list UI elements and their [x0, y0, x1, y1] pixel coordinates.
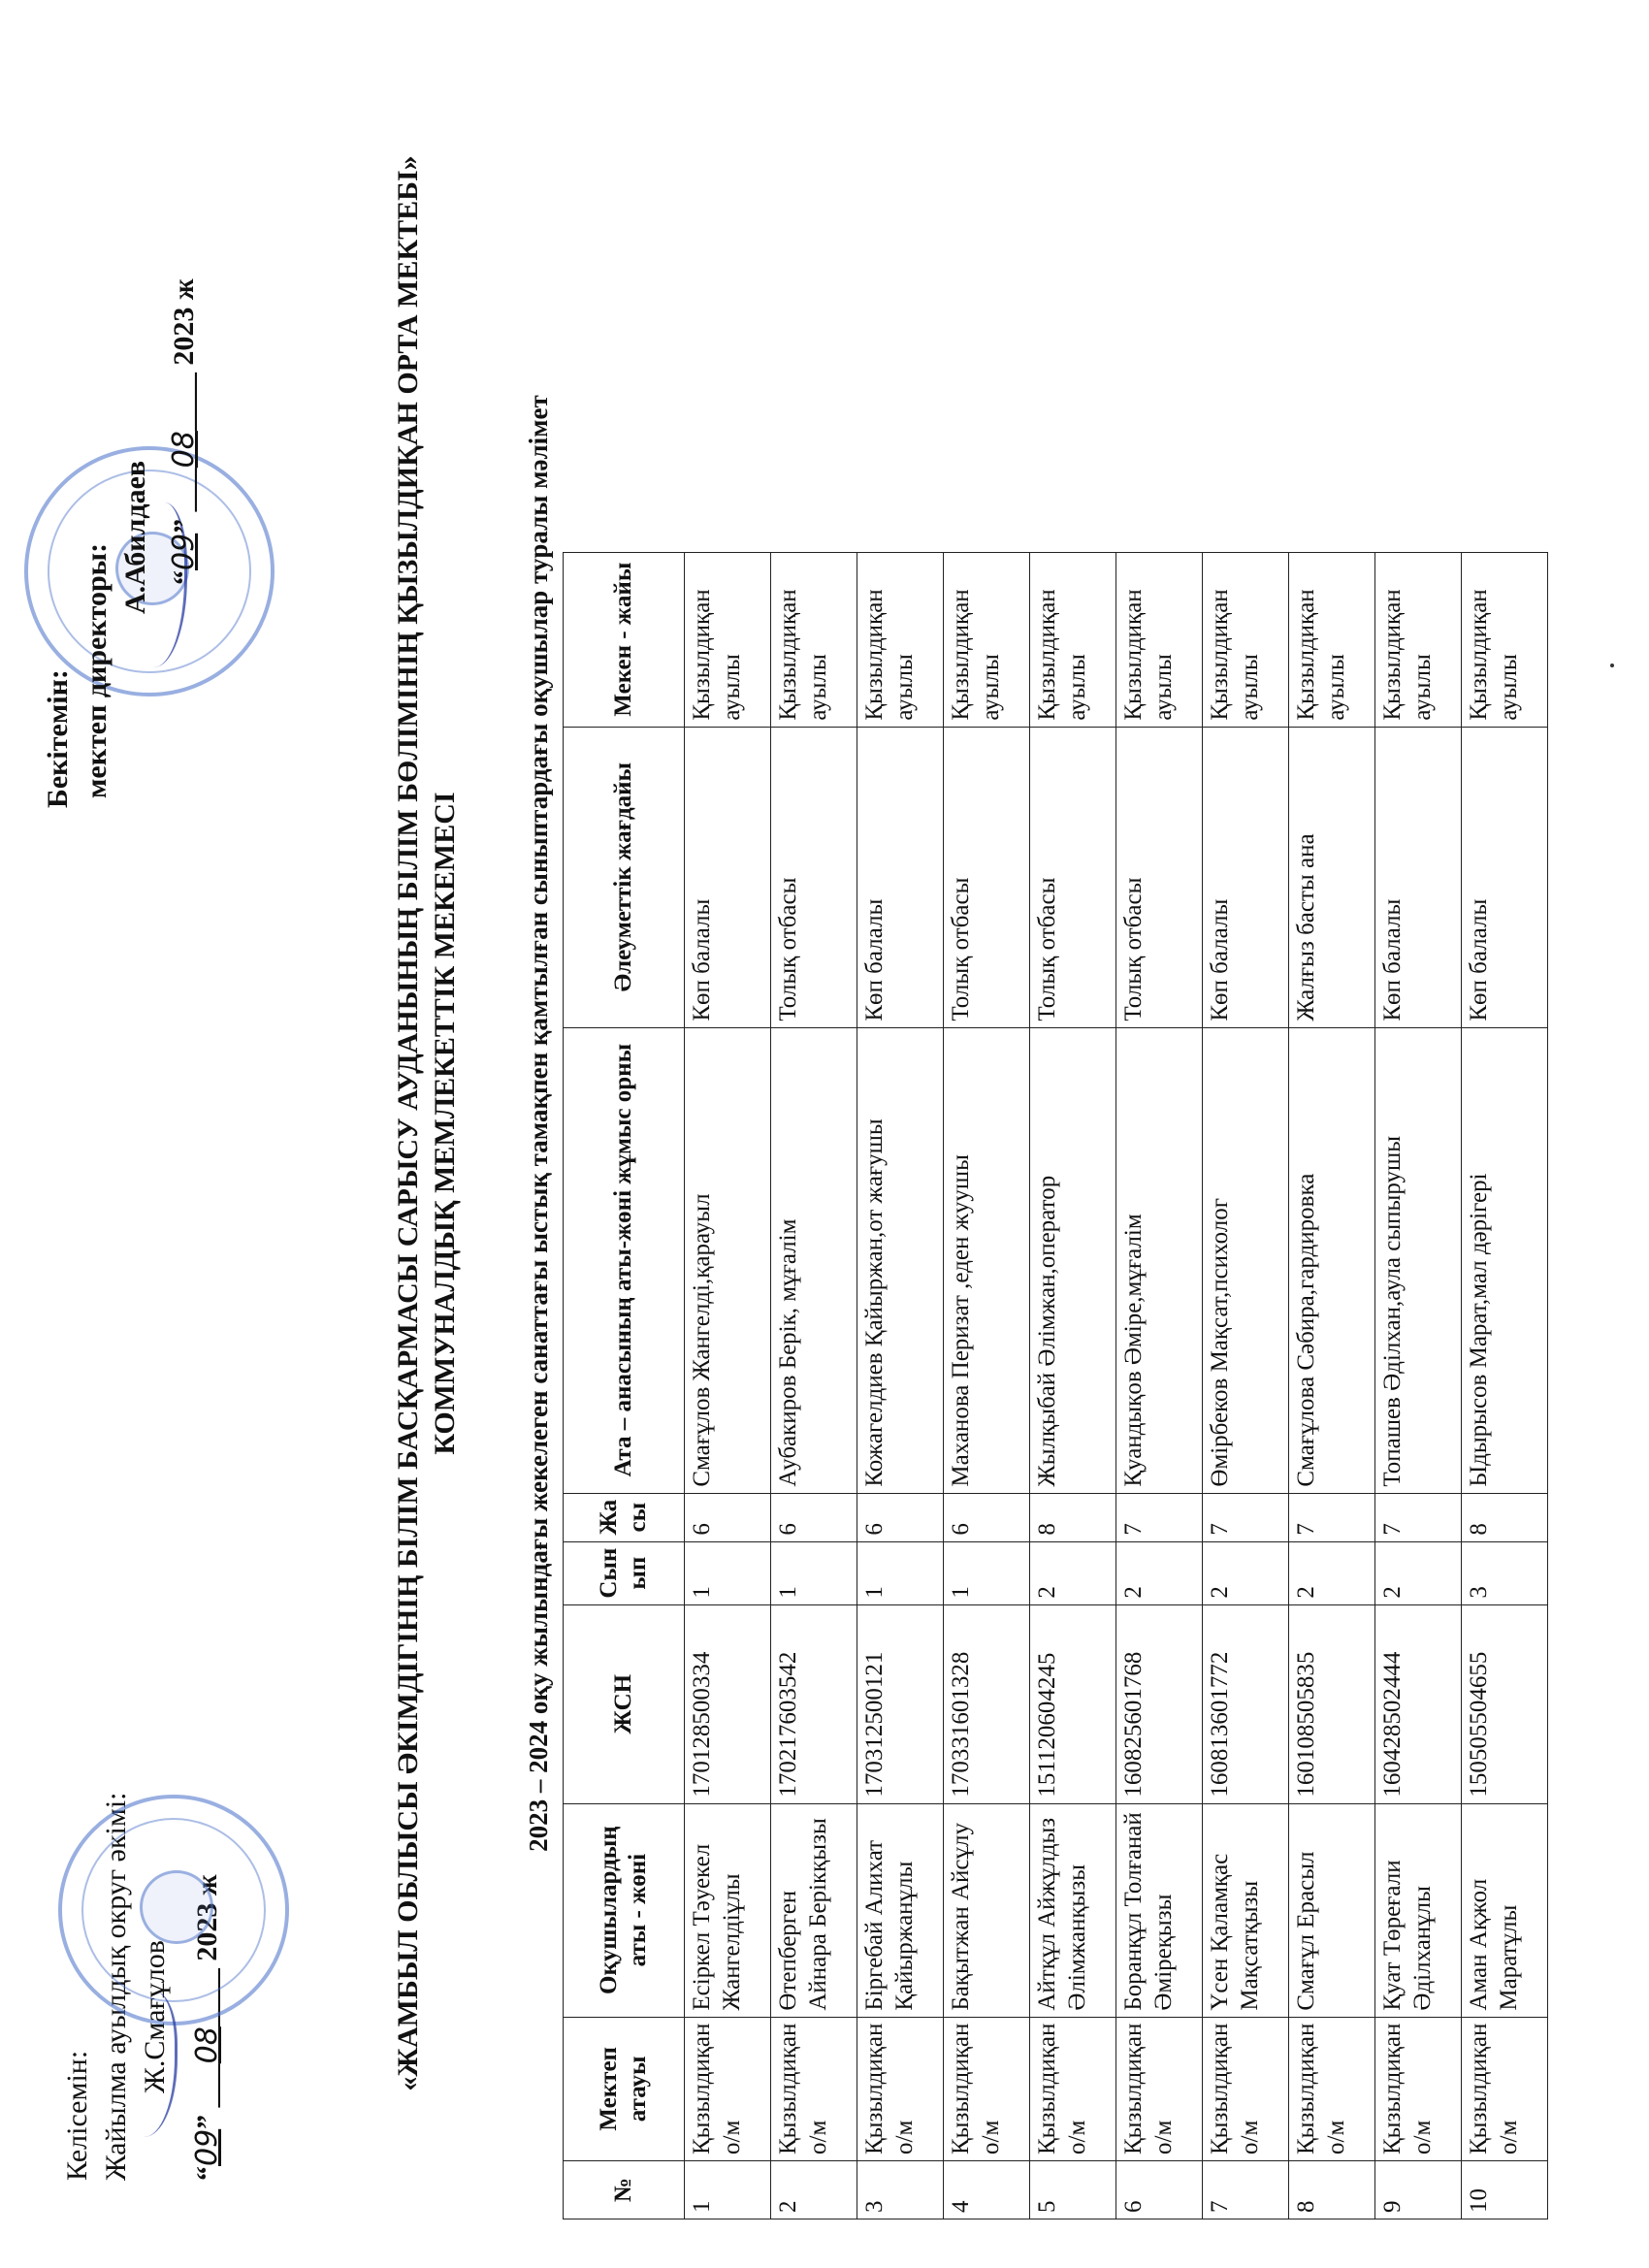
- cell-student-name: Бақытжан Айсұлу: [944, 1803, 1030, 2017]
- cell-iin: 160108505835: [1289, 1604, 1375, 1803]
- cell-iin: 170312500121: [857, 1604, 944, 1803]
- cell-age: 7: [1203, 1493, 1289, 1541]
- table-row: [1462, 552, 1548, 2219]
- cell-school: Қызылдиқан о/м: [1030, 2017, 1116, 2160]
- cell-student-name: Қуат Төреғали Әділханұлы: [1375, 1803, 1462, 2017]
- cell-address: Қызылдиқан ауылы: [1289, 552, 1375, 727]
- header-number: №: [564, 2161, 685, 2219]
- cell-age: 7: [1289, 1493, 1375, 1541]
- cell-student-name: Айтқұл Айжұлдыз Әлімжанқызы: [1030, 1803, 1116, 2017]
- approval-date-year: 2023 ж: [168, 278, 200, 366]
- cell-parent: Смағұлов Жангелді,қарауыл: [685, 1027, 771, 1493]
- cell-number: 5: [1030, 2161, 1116, 2219]
- document-subtitle: 2023 – 2024 оқу жылындағы жекелеген санаттағы ыстық тамақпен қамтылған сыныптардағы оқушылар туралы мәлімет: [524, 395, 553, 1852]
- table-row: [685, 552, 771, 2219]
- agreement-date-year: 2023 ж: [191, 1874, 223, 1961]
- table-row: [771, 552, 857, 2219]
- cell-student-name: Біргебай Алихат Қайыржанұлы: [857, 1803, 944, 2017]
- cell-number: 2: [771, 2161, 857, 2219]
- cell-school: Қызылдиқан о/м: [1375, 2017, 1462, 2160]
- students-table: [563, 552, 1548, 2219]
- cell-address: Қызылдиқан ауылы: [857, 552, 944, 727]
- cell-iin: 160813601772: [1203, 1604, 1289, 1803]
- header-parent: Ата – анасының аты-жөні жұмыс орны: [564, 1027, 685, 1493]
- table-row: [1375, 552, 1462, 2219]
- cell-parent: Топашев Әділхан,аула сыпырушы: [1375, 1027, 1462, 1493]
- approval-date: “09” ___08____ 2023 ж: [167, 278, 201, 585]
- cell-grade: 1: [857, 1541, 944, 1604]
- approval-date-month: 08: [167, 431, 201, 469]
- approval-position: мектеп директоры:: [81, 542, 113, 798]
- title-line-2: КОММУНАЛДЫҚ МЕМЛЕКЕТТІК МЕКЕМЕСІ: [429, 792, 461, 1455]
- cell-iin: 160428502444: [1375, 1604, 1462, 1803]
- title-line-1: «ЖАМБЫЛ ОБЛЫСЫ ӘКІМДІГІНІҢ БІЛІМ БАСҚАРМАСЫ САРЫСУ АУДАНЫНЫҢ БІЛІМ БӨЛІМІНІҢ ҚЫЗЫЛДИҚАН ОРТА МЕКТЕБІ»: [392, 155, 424, 2091]
- cell-iin: 170217603542: [771, 1604, 857, 1803]
- agreement-date: “09” ___08____ 2023 ж: [190, 1874, 224, 2181]
- table-row: [944, 552, 1030, 2219]
- cell-social-status: Жалғыз басты ана: [1289, 727, 1375, 1027]
- cell-number: 6: [1116, 2161, 1203, 2219]
- cell-iin: 170331601328: [944, 1604, 1030, 1803]
- header-address: Мекен - жайы: [564, 552, 685, 727]
- cell-address: Қызылдиқан ауылы: [685, 552, 771, 727]
- cell-number: 3: [857, 2161, 944, 2219]
- table-header-row: [564, 552, 685, 2219]
- approval-name: А.Абилдаев: [119, 460, 151, 614]
- cell-social-status: Көп балалы: [1375, 727, 1462, 1027]
- cell-grade: 1: [944, 1541, 1030, 1604]
- header-iin: ЖСН: [564, 1604, 685, 1803]
- cell-school: Қызылдиқан о/м: [1203, 2017, 1289, 2160]
- cell-iin: 150505504655: [1462, 1604, 1548, 1803]
- cell-school: Қызылдиқан о/м: [1116, 2017, 1203, 2160]
- header-social-status: Әлеуметтік жағдайы: [564, 727, 685, 1027]
- cell-grade: 2: [1030, 1541, 1116, 1604]
- cell-grade: 2: [1375, 1541, 1462, 1604]
- cell-address: Қызылдиқан ауылы: [1203, 552, 1289, 727]
- header-school: Мектеп атауы: [564, 2017, 685, 2160]
- cell-number: 1: [685, 2161, 771, 2219]
- cell-parent: Өмірбеков Мақсат,психолог: [1203, 1027, 1289, 1493]
- cell-social-status: Толық отбасы: [771, 727, 857, 1027]
- header-age: Жа сы: [564, 1493, 685, 1541]
- table-row: [1116, 552, 1203, 2219]
- cell-student-name: Аман Ақжол Маратұлы: [1462, 1803, 1548, 2017]
- table-row: [857, 552, 944, 2219]
- cell-age: 6: [685, 1493, 771, 1541]
- cell-social-status: Көп балалы: [1462, 727, 1548, 1027]
- cell-parent: Кожагелдиев Қайыржан,от жағушы: [857, 1027, 944, 1493]
- cell-student-name: Боранқұл Толғанай Әміреқызы: [1116, 1803, 1203, 2017]
- table-row: [1030, 552, 1116, 2219]
- cell-social-status: Көп балалы: [685, 727, 771, 1027]
- cell-number: 9: [1375, 2161, 1462, 2219]
- cell-number: 8: [1289, 2161, 1375, 2219]
- cell-age: 8: [1030, 1493, 1116, 1541]
- cell-iin: 170128500334: [685, 1604, 771, 1803]
- cell-number: 7: [1203, 2161, 1289, 2219]
- cell-school: Қызылдиқан о/м: [1289, 2017, 1375, 2160]
- agreement-label: Келісемін:: [61, 2050, 93, 2181]
- cell-parent: Маханова Перизат ,еден жуушы: [944, 1027, 1030, 1493]
- agreement-date-day: 09: [190, 2128, 224, 2166]
- cell-age: 6: [857, 1493, 944, 1541]
- table-row: [1203, 552, 1289, 2219]
- cell-student-name: Өтепберген Айнара Берікқызы: [771, 1803, 857, 2017]
- cell-iin: 160825601768: [1116, 1604, 1203, 1803]
- cell-school: Қызылдиқан о/м: [944, 2017, 1030, 2160]
- cell-school: Қызылдиқан о/м: [771, 2017, 857, 2160]
- approval-block: [39, 278, 204, 808]
- cell-social-status: Көп балалы: [1203, 727, 1289, 1027]
- cell-parent: Жылқыбай Әлімжан,оператор: [1030, 1027, 1116, 1493]
- cell-age: 6: [944, 1493, 1030, 1541]
- cell-address: Қызылдиқан ауылы: [1116, 552, 1203, 727]
- cell-age: 6: [771, 1493, 857, 1541]
- cell-school: Қызылдиқан о/м: [1462, 2017, 1548, 2160]
- cell-number: 10: [1462, 2161, 1548, 2219]
- table-row: [1289, 552, 1375, 2219]
- header-student-name: Оқушылардың аты - жөні: [564, 1803, 685, 2017]
- cell-age: 7: [1116, 1493, 1203, 1541]
- cell-address: Қызылдиқан ауылы: [771, 552, 857, 727]
- agreement-seal: [58, 1795, 289, 2025]
- cell-address: Қызылдиқан ауылы: [944, 552, 1030, 727]
- cell-parent: Ыдырысов Марат,мал дәрігері: [1462, 1027, 1548, 1493]
- cell-student-name: Үсен Қаламқас Мақсатқызы: [1203, 1803, 1289, 2017]
- cell-grade: 1: [685, 1541, 771, 1604]
- cell-social-status: Толық отбасы: [1116, 727, 1203, 1027]
- cell-social-status: Көп балалы: [857, 727, 944, 1027]
- approval-label: Бекітемін:: [42, 669, 74, 808]
- agreement-position: Жайылма ауылдық округ әкімі:: [100, 1792, 132, 2181]
- header-grade: Сын ып: [564, 1541, 685, 1604]
- document-title: [390, 17, 464, 2229]
- agreement-name: Ж.Смағұлов: [139, 1940, 171, 2093]
- cell-grade: 3: [1462, 1541, 1548, 1604]
- cell-address: Қызылдиқан ауылы: [1375, 552, 1462, 727]
- cell-social-status: Толық отбасы: [944, 727, 1030, 1027]
- cell-age: 7: [1375, 1493, 1462, 1541]
- cell-grade: 1: [771, 1541, 857, 1604]
- cell-address: Қызылдиқан ауылы: [1030, 552, 1116, 727]
- cell-student-name: Смағұл Ерасыл: [1289, 1803, 1375, 2017]
- cell-parent: Аубакиров Берік, мұғалім: [771, 1027, 857, 1493]
- cell-parent: Қуандықов Әміре,мұғалім: [1116, 1027, 1203, 1493]
- cell-address: Қызылдиқан ауылы: [1462, 552, 1548, 727]
- cell-student-name: Есіркел Тәуекел Жангелдіұлы: [685, 1803, 771, 2017]
- cell-grade: 2: [1203, 1541, 1289, 1604]
- cell-social-status: Толық отбасы: [1030, 727, 1116, 1027]
- cell-school: Қызылдиқан о/м: [857, 2017, 944, 2160]
- cell-age: 8: [1462, 1493, 1548, 1541]
- cell-number: 4: [944, 2161, 1030, 2219]
- cell-parent: Смағұлова Сәбира,гардировка: [1289, 1027, 1375, 1493]
- approval-date-day: 09: [167, 533, 201, 570]
- stray-dot: [1610, 664, 1614, 667]
- cell-grade: 2: [1116, 1541, 1203, 1604]
- agreement-date-month: 08: [190, 2026, 224, 2064]
- cell-grade: 2: [1289, 1541, 1375, 1604]
- cell-school: Қызылдиқан о/м: [685, 2017, 771, 2160]
- cell-iin: 151120604245: [1030, 1604, 1116, 1803]
